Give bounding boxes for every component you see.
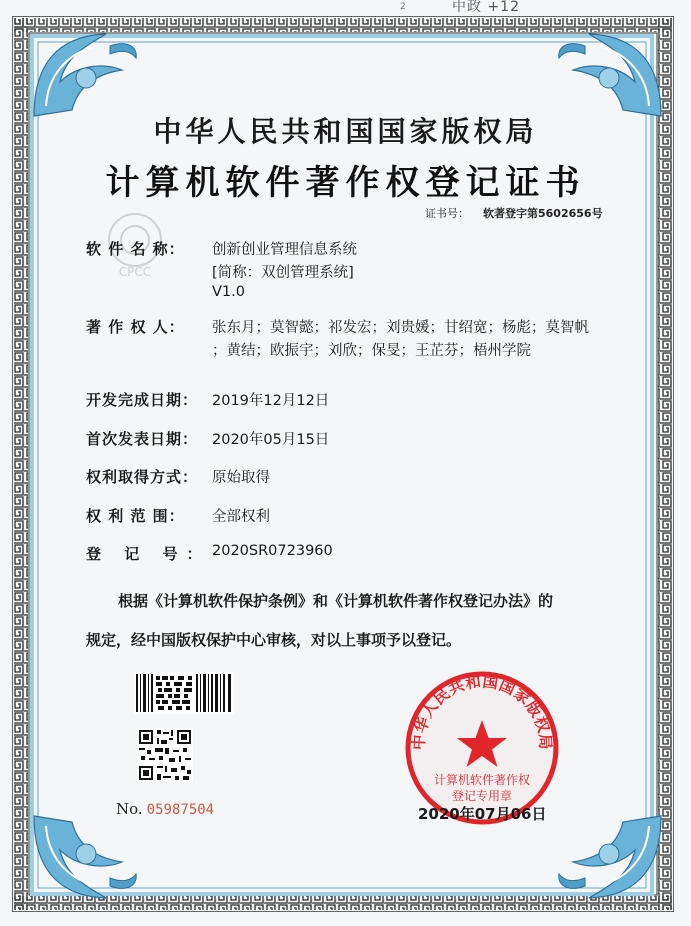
copyright-owner-field [86,316,589,359]
acquire-method-field [86,466,270,487]
issuing-authority: 中华人民共和国国家版权局 [153,115,538,148]
svg-text:计算机软件著作权: 计算机软件著作权 [433,773,531,787]
registration-number-label: 登 记 号： [86,545,211,563]
certificate-number [425,205,603,221]
software-version: V1.0 [212,284,245,300]
publish-date-label: 首次发表日期： [86,430,199,448]
certificate-title: 计算机软件著作权登记证书 [105,163,586,203]
svg-text:登记专用章: 登记专用章 [451,789,513,803]
acquire-method-label: 权利取得方式： [86,468,199,486]
serial-number-value: 05987504 [146,802,215,818]
copyright-owners-line2: ；黄结；欧振宇；刘欣；保旻；王芷芬；梧州学院 [212,343,531,359]
software-short-name: [简称：双创管理系统] [212,265,354,281]
handwritten-mark: 2 [400,2,406,12]
certificate-number-label: 证书号： [425,207,469,220]
copyright-owner-label: 著 作 权 人： [86,318,185,336]
corner-ornament-icon [26,806,146,906]
serial-number-label: No. [116,800,143,818]
publish-date-field [86,428,330,449]
rights-scope-value: 全部权利 [212,509,270,525]
certificate-number-value: 软著登字第5602656号 [483,207,603,220]
registration-number-value: 2020SR0723960 [212,543,333,559]
corner-ornament-icon [549,806,669,906]
acquire-method-value: 原始取得 [212,470,270,486]
software-name-value: 创新创业管理信息系统 [212,242,357,258]
dev-date-label: 开发完成日期： [86,391,199,409]
statement-line-1: 根据《计算机软件保护条例》和《计算机软件著作权登记办法》的 [118,592,554,610]
svg-text:中华人民共和国国家版权局: 中华人民共和国国家版权局 [409,672,555,751]
software-name-label: 软 件 名 称： [86,240,185,258]
rights-scope-field [86,505,270,526]
issue-date: 2020年07月06日 [418,805,547,823]
svg-text:CPCC: CPCC [118,265,152,279]
dev-date-field [86,389,330,410]
rights-scope-label: 权 利 范 围： [86,507,185,525]
publish-date-value: 2020年05月15日 [212,432,330,448]
registration-number-field [86,543,333,564]
dev-date-value: 2019年12月12日 [212,393,330,409]
qr-code-icon [137,728,193,782]
copyright-owners-line1: 张东月；莫智懿；祁发宏；刘贵媛；甘绍宽；杨彪；莫智帆 [212,320,589,336]
serial-number [116,800,214,818]
statement-line-2: 规定，经中国版权保护中心审核，对以上事项予以登记。 [86,631,462,649]
barcode-icon [134,672,234,714]
handwritten-note: 中政 +12 [452,0,520,15]
